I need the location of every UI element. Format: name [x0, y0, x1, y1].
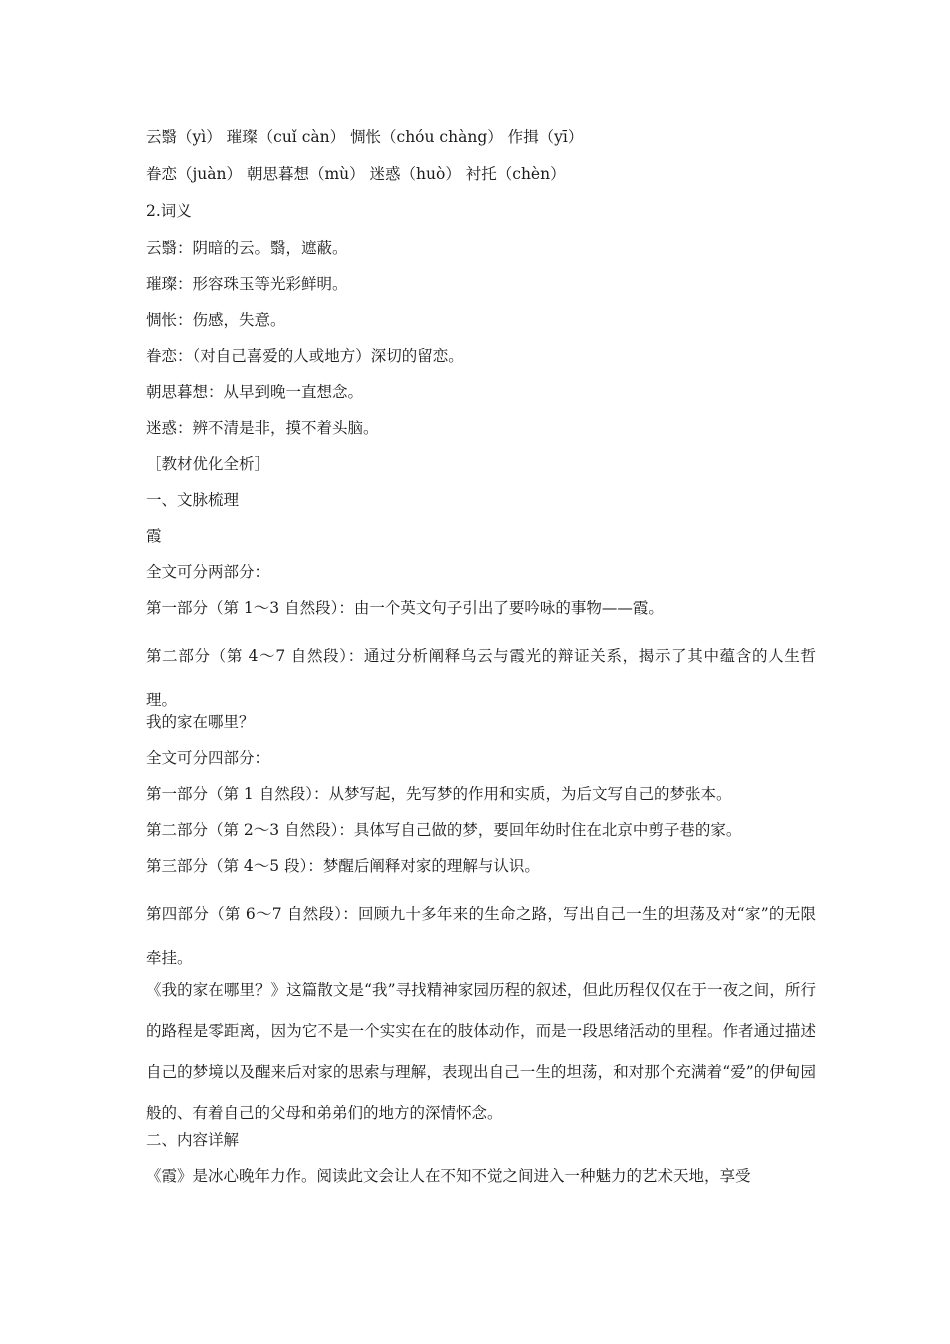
pronunciation-row-1: 云翳（yì） 璀璨（cuǐ càn） 惆怅（chóu chàng） 作揖（yī） [146, 128, 584, 146]
meaning-item: 眷恋：（对自己喜爱的人或地方）深切的留恋。 [146, 347, 464, 365]
meaning-item: 璀璨：形容珠玉等光彩鲜明。 [146, 275, 348, 293]
meaning-item: 惆怅：伤感，失意。 [146, 311, 286, 329]
section-heading-structure: 一、文脉梳理 [146, 491, 240, 509]
home-summary-paragraph: 《我的家在哪里？》这篇散文是“我”寻找精神家园历程的叙述，但此历程仅仅在于一夜之间，所行的路程是零距离，因为它不是一个实实在在的肢体动作，而是一段思绪活动的里程。作者通过描述自己的梦境以及醒来后对家的思索与理解，表现出自己一生的坦荡，和对那个充满着“爱”的伊甸园般的、有着自己的父母和弟弟们的地方的深情怀念。 [146, 981, 816, 1122]
xia-title: 霞 [146, 527, 162, 545]
home-part-1: 第一部分（第 1 自然段）：从梦写起，先写梦的作用和实质，为后文写自己的梦张本。 [146, 785, 732, 803]
meaning-item: 朝思暮想：从早到晚一直想念。 [146, 383, 364, 401]
xia-part-1: 第一部分（第 1～3 自然段）：由一个英文句子引出了要吟咏的事物——霞。 [146, 599, 664, 617]
xia-intro: 全文可分两部分： [146, 563, 271, 581]
content-detail-paragraph: 《霞》是冰心晚年力作。阅读此文会让人在不知不觉之间进入一种魅力的艺术天地，享受 [146, 1167, 751, 1185]
analysis-bracket-title: ［教材优化全析］ [146, 455, 271, 473]
home-intro: 全文可分四部分： [146, 749, 271, 767]
meaning-item: 云翳：阴暗的云。翳，遮蔽。 [146, 239, 348, 257]
pronunciation-row-2: 眷恋（juàn） 朝思暮想（mù） 迷惑（huò） 衬托（chèn） [146, 165, 566, 183]
xia-part-2: 第二部分（第 4～7 自然段）：通过分析阐释乌云与霞光的辩证关系，揭示了其中蕴含的人生哲理。 [146, 647, 816, 709]
home-part-4: 第四部分（第 6～7 自然段）：回顾九十多年来的生命之路，写出自己一生的坦荡及对“家”的无限牵挂。 [146, 905, 816, 967]
meaning-item: 迷惑：辨不清是非，摸不着头脑。 [146, 419, 379, 437]
section-heading-content: 二、内容详解 [146, 1131, 240, 1149]
home-title: 我的家在哪里？ [146, 713, 255, 731]
home-part-2: 第二部分（第 2～3 自然段）：具体写自己做的梦，要回年幼时住在北京中剪子巷的家。 [146, 821, 742, 839]
home-part-3: 第三部分（第 4～5 段）：梦醒后阐释对家的理解与认识。 [146, 857, 540, 875]
meaning-heading: 2.词义 [146, 202, 192, 220]
